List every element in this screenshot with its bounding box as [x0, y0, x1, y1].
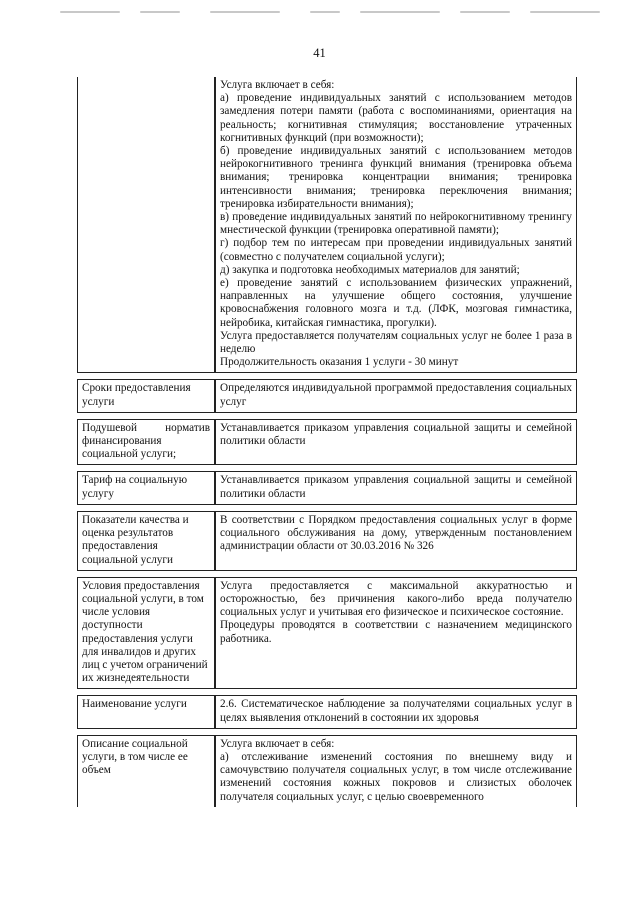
- paragraph: Услуга включает в себя:: [220, 79, 335, 91]
- row-content: [215, 77, 577, 373]
- row-label: Тариф на социальную услугу: [77, 471, 215, 504]
- row-label: Сроки предоставления услуги: [77, 379, 215, 412]
- row-label: [77, 77, 215, 373]
- paragraph: е) проведение занятий с использованием физических упражнений, направленных на улучшение общего состояния, улучшение кровоснабжения головного мозга и т.д. (ЛФК, мозговая гимнастика, нейробика, китайская гимнастика, прогулки).: [220, 277, 572, 329]
- paragraph: Услуга предоставляется с максимальной аккуратностью и осторожностью, без причинения какого-либо вреда получателю социальных услуг и учитывая его физическое и психическое состояние.: [220, 579, 572, 619]
- paragraph: б) проведение индивидуальных занятий с использованием методов нейрокогнитивного тренинга функций внимания (тренировка объема внимания; тренировка концентрации внимания; тренировка интенсивности внимания; тренировка переключения внимания; тренировка избирательности внимания);: [220, 145, 572, 210]
- table-row: [77, 735, 577, 807]
- row-content: [215, 379, 577, 412]
- row-label: Описание социальной услуги, в том числе ее объем: [77, 735, 215, 807]
- services-table: [77, 71, 577, 813]
- row-content: [215, 471, 577, 504]
- paragraph: 2.6. Систематическое наблюдение за получателями социальных услуг в целях выявления отклонений в состоянии их здоровья: [220, 698, 572, 724]
- row-label: Показатели качества и оценка результатов предоставления социальной услуги: [77, 511, 215, 571]
- paragraph: Услуга включает в себя:: [220, 737, 335, 750]
- paragraph: Процедуры проводятся в соответствии с назначением медицинского работника.: [220, 619, 572, 645]
- paragraph: Определяются индивидуальной программой предоставления социальных услуг: [220, 382, 572, 408]
- row-label: Условия предоставления социальной услуги, в том числе условия доступности предоставления услуги для инвалидов и других лиц с учетом ограничений их жизнедеятельности: [77, 577, 215, 690]
- paragraph: Продолжительность оказания 1 услуги - 30 минут: [220, 356, 459, 369]
- row-content: [215, 511, 577, 571]
- paragraph: Услуга предоставляется получателям социальных услуг не более 1 раза в неделю: [220, 329, 572, 356]
- table-row: [77, 77, 577, 373]
- table-row: [77, 471, 577, 504]
- scan-header-marks: [60, 8, 620, 18]
- table-row: [77, 419, 577, 466]
- paragraph: д) закупка и подготовка необходимых материалов для занятий;: [220, 263, 520, 276]
- paragraph: В соответствии с Порядком предоставления социальных услуг в форме социального обслуживания на дому, утвержденным постановлением администрации области от 30.03.2016 № 326: [220, 513, 572, 553]
- table-row: [77, 511, 577, 571]
- page-number: 41: [313, 46, 326, 60]
- row-content: [215, 419, 577, 466]
- table-row: [77, 577, 577, 690]
- row-label: Подушевой норматив финансирования социальной услуги;: [77, 419, 215, 466]
- table-row: [77, 695, 577, 728]
- row-content: [215, 735, 577, 807]
- row-content: [215, 577, 577, 690]
- paragraph: г) подбор тем по интересам при проведении индивидуальных занятий (совместно с получателем социальной услуги);: [220, 237, 572, 263]
- paragraph: а) проведение индивидуальных занятий с использованием методов замедления потери памяти (работа с воспоминаниями, ориентация на реальность; когнитивная стимуляция; восстановление утраченных когнитивных функций (при возможности);: [220, 92, 572, 144]
- row-content: [215, 695, 577, 728]
- paragraph: в) проведение индивидуальных занятий по нейрокогнитивному тренингу мнестической функции (тренировка оперативной памяти);: [220, 211, 572, 237]
- paragraph: Устанавливается приказом управления социальной защиты и семейной политики области: [220, 474, 572, 500]
- paragraph: Устанавливается приказом управления социальной защиты и семейной политики области: [220, 421, 572, 448]
- row-label: Наименование услуги: [77, 695, 215, 728]
- paragraph: а) отслеживание изменений состояния по внешнему виду и самочувствию получателя социальных услуг, в том числе отслеживание изменений состояния кожных покровов и слизистых оболочек получателя социальных услуг, с целью своевременного: [220, 750, 572, 803]
- table-row: [77, 379, 577, 412]
